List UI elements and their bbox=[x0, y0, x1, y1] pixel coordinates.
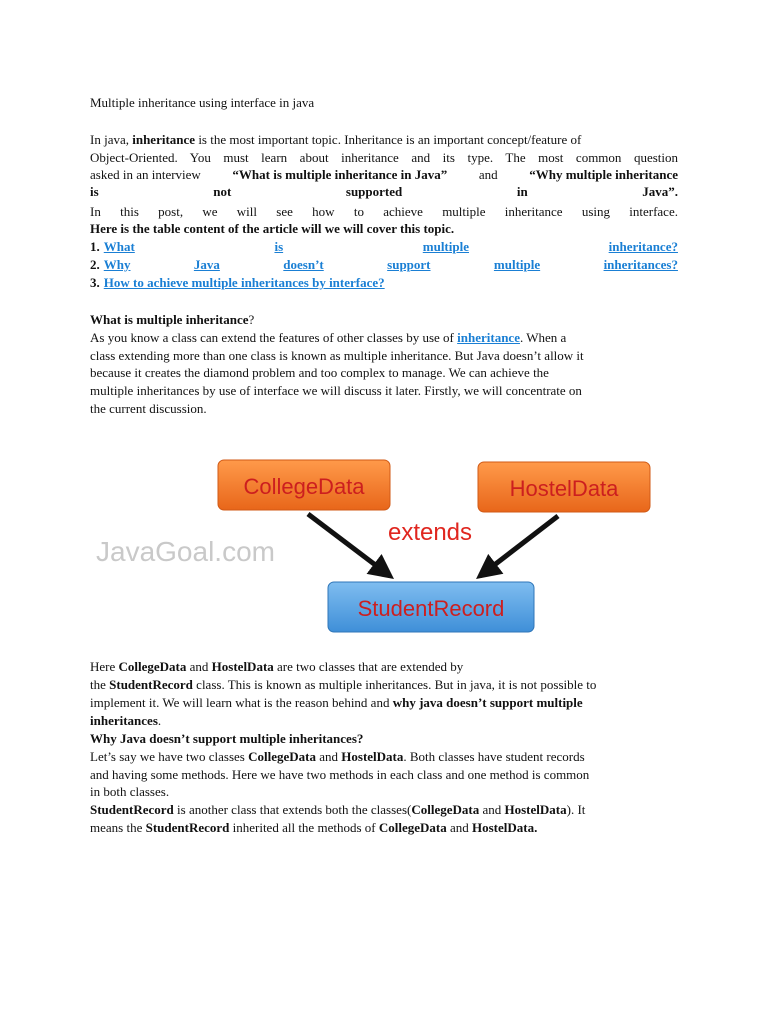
toc-number: 1. bbox=[90, 239, 100, 254]
class-name: StudentRecord bbox=[145, 820, 230, 835]
inheritance-link[interactable]: inheritance bbox=[457, 330, 520, 345]
text: inherited all the methods of bbox=[232, 820, 376, 835]
page-title: Multiple inheritance using interface in java bbox=[90, 95, 315, 110]
word: multiple bbox=[442, 204, 486, 219]
word: not bbox=[213, 184, 232, 199]
word: this bbox=[120, 204, 139, 219]
word: we bbox=[202, 204, 218, 219]
word: In bbox=[90, 204, 101, 219]
student-record-box bbox=[328, 582, 534, 632]
arrow-hostel-to-student bbox=[480, 516, 558, 576]
section2-line-8 bbox=[90, 801, 678, 818]
class-name: StudentRecord bbox=[109, 677, 193, 692]
word: how bbox=[312, 204, 335, 219]
toc-link-word[interactable]: multiple bbox=[493, 257, 541, 272]
text: and bbox=[449, 820, 469, 835]
toc-item-3[interactable] bbox=[90, 274, 678, 291]
text: the bbox=[90, 677, 106, 692]
word: Java”. bbox=[642, 184, 678, 199]
section1-line-5: the current discussion. bbox=[90, 401, 207, 416]
text: and bbox=[478, 167, 498, 182]
hostel-data-label: HostelData bbox=[509, 476, 619, 501]
toc-item-1[interactable] bbox=[90, 238, 678, 255]
toc-link-word[interactable]: is bbox=[274, 239, 284, 254]
class-name: StudentRecord bbox=[90, 802, 174, 817]
intro-line-3 bbox=[90, 166, 678, 183]
text: In java, bbox=[90, 132, 129, 147]
intro-line-5 bbox=[90, 203, 678, 220]
text: are two classes that are extended by bbox=[277, 659, 464, 674]
section2-line-3 bbox=[90, 694, 678, 711]
text: Here bbox=[90, 659, 116, 674]
toc-item-2[interactable] bbox=[90, 256, 678, 273]
bold-term: inheritance bbox=[132, 132, 196, 147]
toc-link-word[interactable]: inheritances? bbox=[603, 257, 678, 272]
word: to bbox=[353, 204, 364, 219]
toc-link-word[interactable]: What bbox=[103, 239, 135, 254]
text: means the bbox=[90, 820, 143, 835]
toc-link-word[interactable]: Why bbox=[103, 257, 131, 272]
toc-intro: Here is the table content of the article will we will cover this topic. bbox=[90, 221, 455, 236]
bold-phrase: inheritances bbox=[90, 713, 158, 728]
section2-line-6: and having some methods. Here we have two methods in each class and one method is common bbox=[90, 767, 590, 782]
section2-line-2 bbox=[90, 676, 678, 693]
text: As you know a class can extend the features of other classes by use of bbox=[90, 330, 454, 345]
text: asked in an interview bbox=[90, 167, 201, 182]
hostel-data-box bbox=[478, 462, 650, 512]
heading-text: What is multiple inheritance bbox=[90, 312, 249, 327]
class-name: CollegeData bbox=[118, 659, 187, 674]
text: Let’s say we have two classes bbox=[90, 749, 245, 764]
intro-line-2: Object-Oriented. You must learn about inheritance and its type. The most common question bbox=[90, 150, 678, 165]
intro-line-4 bbox=[90, 183, 678, 200]
word: post, bbox=[158, 204, 184, 219]
class-name: CollegeData bbox=[378, 820, 447, 835]
word: inheritance bbox=[504, 204, 563, 219]
class-name: HostelData bbox=[504, 802, 567, 817]
section2-line-1 bbox=[90, 658, 678, 675]
section2-line-7: in both classes. bbox=[90, 784, 170, 799]
text: is the most important topic. Inheritance is an important concept/feature of bbox=[198, 132, 582, 147]
bold-question: “What is multiple inheritance in Java” bbox=[232, 167, 448, 182]
section2-line-9 bbox=[90, 819, 678, 836]
class-name: CollegeData bbox=[248, 749, 316, 764]
text: . bbox=[157, 713, 162, 728]
text: and bbox=[189, 659, 209, 674]
word: achieve bbox=[383, 204, 423, 219]
section1-line-2: class extending more than one class is known as multiple inheritance. But Java doesn’t allow it bbox=[90, 348, 584, 363]
text: . When a bbox=[519, 330, 567, 345]
extends-label: extends bbox=[387, 519, 473, 546]
toc-link-word[interactable]: doesn’t bbox=[283, 257, 324, 272]
bold-phrase: why java doesn’t support multiple bbox=[392, 695, 583, 710]
word: supported bbox=[345, 184, 403, 199]
word: interface. bbox=[629, 204, 678, 219]
section1-line-4: multiple inheritances by use of interface we will discuss it later. Firstly, we will concentrate on bbox=[90, 383, 582, 398]
arrow-college-to-student bbox=[308, 514, 390, 576]
class-name: HostelData bbox=[211, 659, 274, 674]
toc-link-word[interactable]: support bbox=[387, 257, 431, 272]
text: implement it. We will learn what is the reason behind and bbox=[90, 695, 390, 710]
text: is another class that extends both the classes( bbox=[177, 802, 412, 817]
class-name: HostelData. bbox=[472, 820, 538, 835]
section-heading-what bbox=[90, 311, 678, 328]
word: see bbox=[276, 204, 293, 219]
college-data-box bbox=[218, 460, 390, 510]
word: using bbox=[581, 204, 610, 219]
section1-line-3: because it creates the diamond problem and too complex to manage. We can achieve the bbox=[90, 365, 549, 380]
text: . Both classes have student records bbox=[403, 749, 585, 764]
text: and bbox=[482, 802, 502, 817]
word: is bbox=[90, 184, 99, 199]
toc-link-word[interactable]: inheritance? bbox=[608, 239, 678, 254]
section-heading-why: Why Java doesn’t support multiple inheritances? bbox=[90, 731, 364, 746]
toc-number: 2. bbox=[90, 257, 100, 272]
text: and bbox=[319, 749, 339, 764]
word: will bbox=[236, 204, 258, 219]
toc-link-word[interactable]: Java bbox=[193, 257, 220, 272]
text: class. This is known as multiple inheritances. But in java, it is not possible to bbox=[196, 677, 597, 692]
toc-link-word[interactable]: multiple bbox=[422, 239, 469, 254]
section1-line-1 bbox=[90, 329, 678, 346]
section2-line-5 bbox=[90, 748, 678, 765]
class-name: HostelData bbox=[341, 749, 404, 764]
section2-line-4 bbox=[90, 712, 678, 729]
toc-number: 3. bbox=[90, 275, 100, 290]
inheritance-diagram bbox=[90, 448, 678, 643]
class-name: CollegeData bbox=[411, 802, 480, 817]
college-data-label: CollegeData bbox=[243, 474, 365, 499]
text: ). It bbox=[566, 802, 586, 817]
intro-line-1 bbox=[90, 131, 678, 148]
student-record-label: StudentRecord bbox=[357, 596, 505, 621]
heading-suffix: ? bbox=[248, 312, 255, 327]
watermark-text: JavaGoal.com bbox=[96, 536, 275, 567]
toc-link[interactable]: How to achieve multiple inheritances by interface? bbox=[103, 275, 385, 290]
word: in bbox=[516, 184, 528, 199]
bold-question: “Why multiple inheritance bbox=[529, 167, 678, 182]
